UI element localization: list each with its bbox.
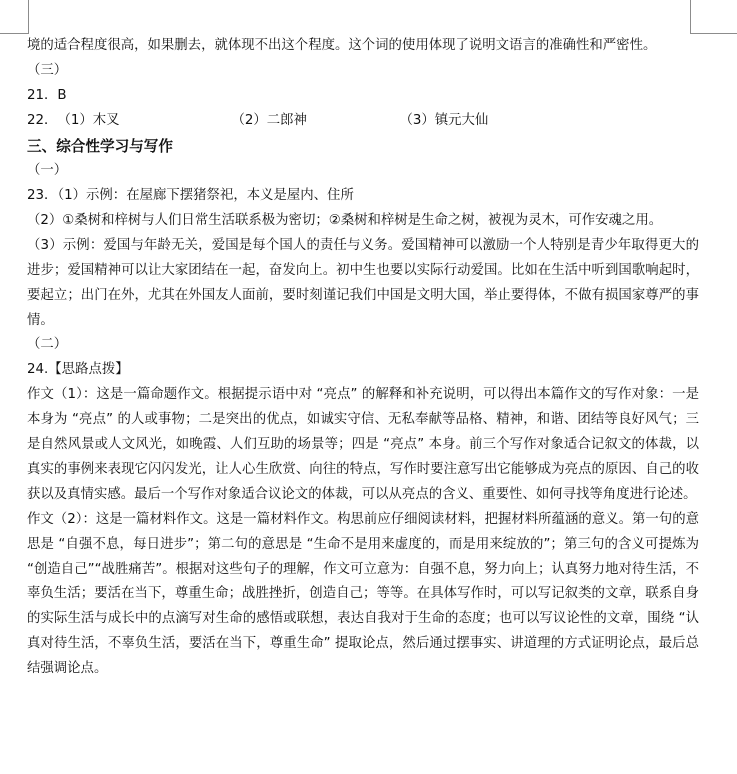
answer-23-3: （3）示例：爱国与年龄无关，爱国是每个国人的责任与义务。爱国精神可以激励一个人特别是青少年取得更大的进步；爱国精神可以让大家团结在一起，奋发向上。初中生也要以实际行动爱国。比如在生活中听到国歌响起时，要起立；出门在外，尤其在外国友人面前，要时刻谨记我们中国是文明大国，举止要得体，不做有损国家尊严的事情。 bbox=[27, 237, 699, 328]
answer-22-option-3: （3）镇元大仙 bbox=[399, 112, 489, 128]
subsection-1-label: （一） bbox=[27, 163, 68, 179]
essay-1-guidance: 作文（1）：这是一篇命题作文。根据提示语中对 “亮点” 的解释和补充说明，可以得出本篇作文的写作对象：一是本身为 “亮点” 的人或事物；二是突出的优点，如诚实守信、无私奉献等品格、精神，和谐、团结等良好风气；三是自然风景或人文风光，如晚霞、人们互助的场景等；四是 “亮点” 本身。前三个写作对象适合记叙文的体裁，以真实的事例来表现它闪闪发光，让人心生欣赏、向往的特点，写作时要注意写出它能够成为亮点的原因、自己的收获以及真情实感。最后一个写作对象适合议论文的体裁，可以从亮点的含义、重要性、如何寻找等角度进行论述。 bbox=[27, 387, 699, 502]
answer-23-1: 23．（1）示例：在屋廊下摆猪祭祀，本义是屋内、住所 bbox=[27, 188, 354, 204]
part-3-heading: 三、综合性学习与写作 bbox=[27, 137, 173, 155]
subsection-2-label: （二） bbox=[27, 337, 68, 353]
section-3-label: （三） bbox=[27, 62, 68, 78]
crop-mark-right-vertical bbox=[690, 0, 691, 34]
answer-22 bbox=[27, 109, 699, 134]
answer-22-prefix: 22． bbox=[27, 112, 58, 128]
document-page bbox=[27, 34, 699, 682]
answer-22-option-2: （2）二郎神 bbox=[231, 112, 307, 128]
answer-21: 21．B bbox=[27, 87, 67, 103]
answer-23-2: （2）①桑树和梓树与人们日常生活联系极为密切；②桑树和梓树是生命之树，被视为灵木，可作安魂之用。 bbox=[27, 212, 663, 228]
essay-2-guidance: 作文（2）：这是一篇材料作文。这是一篇材料作文。构思前应仔细阅读材料，把握材料所蕴涵的意义。第一句的意思是 “自强不息，每日进步”；第二句的意思是 “生命不是用来虚度的，而是用来绽放的”；第三句的含义可提炼为 “创造自己”“战胜痛苦”。根据对这些句子的理解，作文可立意为：自强不息，努力向上；认真努力地对待生活，不辜负生活；要活在当下，尊重生命；战胜挫折，创造自己；等等。在具体写作时，可以写记叙类的文章，联系自身的实际生活与成长中的点滴写对生命的感悟或联想，表达自我对于生命的态度；也可以写议论性的文章，围绕 “认真对待生活，不辜负生活，要活在当下，尊重生命” 提取论点，然后通过摆事实、讲道理的方式证明论点，最后总结强调论点。 bbox=[27, 511, 699, 677]
continued-line: 境的适合程度很高，如果删去，就体现不出这个程度。这个词的使用体现了说明文语言的准确性和严密性。 bbox=[27, 38, 657, 53]
answer-24-title: 24.【思路点拨】 bbox=[27, 362, 129, 378]
crop-mark-left-horizontal bbox=[0, 33, 29, 34]
crop-mark-left-vertical bbox=[28, 0, 29, 34]
answer-22-option-1: （1）木叉 bbox=[57, 112, 120, 128]
